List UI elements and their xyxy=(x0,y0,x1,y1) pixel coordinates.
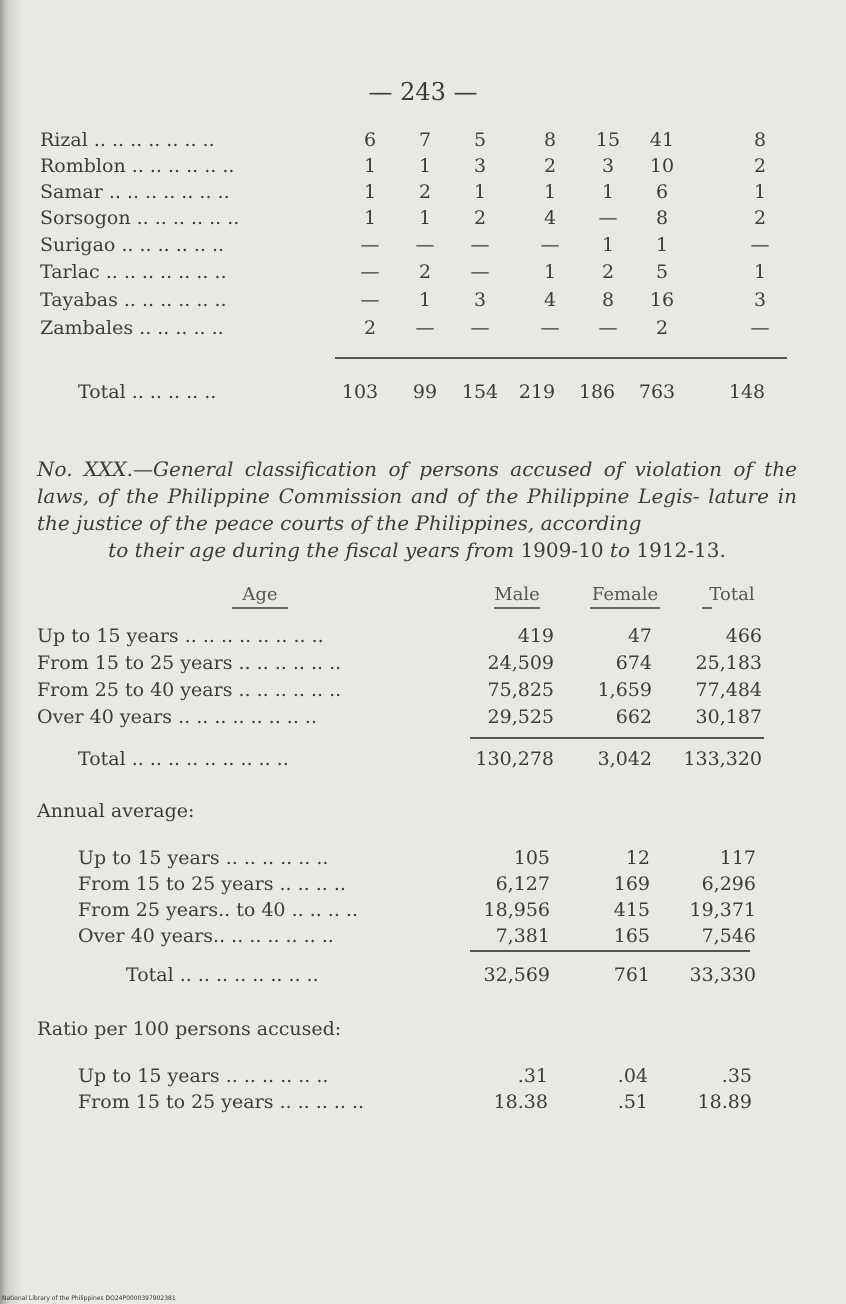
cell-total: 30,187 xyxy=(695,706,762,728)
cell: — xyxy=(750,317,770,339)
table-row xyxy=(0,180,846,204)
cell: 2 xyxy=(753,207,767,229)
cell: 1 xyxy=(418,289,432,311)
cell: 2 xyxy=(363,317,377,339)
cell: 1 xyxy=(418,207,432,229)
cell-female: .04 xyxy=(617,1065,648,1087)
cell-female: 47 xyxy=(627,625,652,647)
cell: 3 xyxy=(473,289,487,311)
cell: 3 xyxy=(753,289,767,311)
cell: 1 xyxy=(363,155,377,177)
table-row xyxy=(0,233,846,257)
table-total-row xyxy=(0,380,846,404)
cell: 2 xyxy=(543,155,557,177)
cell: 1 xyxy=(363,181,377,203)
table-row xyxy=(0,128,846,152)
table-row xyxy=(0,872,846,896)
cell: 103 xyxy=(341,381,379,403)
table-row xyxy=(0,624,846,648)
table-row xyxy=(0,898,846,922)
row-label: From 25 years.. to 40 .. .. .. .. xyxy=(78,899,359,921)
cell: 154 xyxy=(461,381,499,403)
cell-total: 25,183 xyxy=(695,652,762,674)
column-header-age: Age xyxy=(228,584,292,609)
cell: 8 xyxy=(655,207,669,229)
cell: 1 xyxy=(753,181,767,203)
cell-male: 6,127 xyxy=(495,873,550,895)
page-number: — 243 — xyxy=(368,78,478,106)
table-row xyxy=(0,924,846,948)
cell: 6 xyxy=(363,129,377,151)
section-heading: Annual average: xyxy=(37,800,195,822)
cell-female: 169 xyxy=(613,873,650,895)
cell: — xyxy=(540,317,560,339)
cell: 1 xyxy=(473,181,487,203)
table-rule xyxy=(335,357,787,359)
cell: — xyxy=(598,207,618,229)
column-header-total: Total xyxy=(694,584,770,609)
row-label: Over 40 years .. .. .. .. .. .. .. .. xyxy=(37,706,317,728)
row-label: Tarlac .. .. .. .. .. .. .. xyxy=(40,261,227,283)
cell-female: 415 xyxy=(613,899,650,921)
cell: 6 xyxy=(655,181,669,203)
row-label: From 15 to 25 years .. .. .. .. .. .. xyxy=(37,652,342,674)
section-heading: Ratio per 100 persons accused: xyxy=(37,1018,342,1040)
row-label: From 15 to 25 years .. .. .. .. xyxy=(78,873,346,895)
cell-female: 165 xyxy=(613,925,650,947)
cell: 2 xyxy=(601,261,615,283)
title-line: to their age during the fiscal years from 1909-10 to 1912-13. xyxy=(108,538,726,562)
cell-total: 19,371 xyxy=(689,899,756,921)
cell-total: 117 xyxy=(719,847,756,869)
row-label: Samar .. .. .. .. .. .. .. xyxy=(40,181,230,203)
cell: 763 xyxy=(638,381,676,403)
row-label: Zambales .. .. .. .. .. xyxy=(40,317,224,339)
cell-total: 77,484 xyxy=(695,679,762,701)
row-label: Romblon .. .. .. .. .. .. xyxy=(40,155,235,177)
cell-male: 130,278 xyxy=(475,748,554,770)
cell: 7 xyxy=(418,129,432,151)
cell: 8 xyxy=(753,129,767,151)
row-label: Surigao .. .. .. .. .. .. xyxy=(40,234,225,256)
cell-female: 674 xyxy=(615,652,652,674)
title-line: lature in the justice of the peace courts of the Philippines, according xyxy=(37,484,797,535)
cell-male: 105 xyxy=(513,847,550,869)
table-total-row xyxy=(0,747,846,771)
cell: 219 xyxy=(518,381,556,403)
table-row xyxy=(0,316,846,340)
cell-total: 6,296 xyxy=(701,873,756,895)
cell-female: 3,042 xyxy=(597,748,652,770)
row-label: Rizal .. .. .. .. .. .. .. xyxy=(40,129,215,151)
title-line: No. XXX.—General classification of persons accused of violation of xyxy=(37,457,753,481)
cell: — xyxy=(470,261,490,283)
cell-total: 7,546 xyxy=(701,925,756,947)
cell: 3 xyxy=(473,155,487,177)
cell: 148 xyxy=(728,381,766,403)
row-label: From 25 to 40 years .. .. .. .. .. .. xyxy=(37,679,342,701)
cell: — xyxy=(470,317,490,339)
cell: 1 xyxy=(543,261,557,283)
cell: — xyxy=(415,317,435,339)
cell: 1 xyxy=(601,234,615,256)
cell: 10 xyxy=(649,155,675,177)
row-label: Total .. .. .. .. .. xyxy=(78,381,217,403)
cell: — xyxy=(470,234,490,256)
row-label: Over 40 years.. .. .. .. .. .. .. xyxy=(78,925,334,947)
column-header-female: Female xyxy=(582,584,668,609)
cell-female: .51 xyxy=(617,1091,648,1113)
cell: 8 xyxy=(601,289,615,311)
cell: 1 xyxy=(601,181,615,203)
cell-male: 7,381 xyxy=(495,925,550,947)
cell: 4 xyxy=(543,207,557,229)
cell-female: 761 xyxy=(613,964,650,986)
cell-male: 32,569 xyxy=(483,964,550,986)
row-label: From 15 to 25 years .. .. .. .. .. xyxy=(78,1091,365,1113)
cell: 3 xyxy=(601,155,615,177)
cell: 8 xyxy=(543,129,557,151)
table-row xyxy=(0,154,846,178)
cell: 15 xyxy=(595,129,621,151)
title-line: the laws, of the Philippine Commission and of the Philippine Legis- xyxy=(37,457,798,508)
cell-male: 18.38 xyxy=(493,1091,548,1113)
cell: 2 xyxy=(753,155,767,177)
cell: 16 xyxy=(649,289,675,311)
cell: 1 xyxy=(655,234,669,256)
cell: 2 xyxy=(418,261,432,283)
row-label: Total .. .. .. .. .. .. .. .. xyxy=(126,964,319,986)
cell-male: 29,525 xyxy=(487,706,554,728)
cell: — xyxy=(360,289,380,311)
row-label: Tayabas .. .. .. .. .. .. xyxy=(40,289,227,311)
cell-total: 18.89 xyxy=(697,1091,752,1113)
table-row xyxy=(0,846,846,870)
cell: 2 xyxy=(655,317,669,339)
cell-male: .31 xyxy=(517,1065,548,1087)
table-row xyxy=(0,678,846,702)
cell-male: 24,509 xyxy=(487,652,554,674)
table-row xyxy=(0,651,846,675)
cell: 2 xyxy=(418,181,432,203)
cell-total: 33,330 xyxy=(689,964,756,986)
cell: 5 xyxy=(473,129,487,151)
table-rule xyxy=(470,737,764,739)
table-row xyxy=(0,288,846,312)
cell: — xyxy=(415,234,435,256)
table-row xyxy=(0,705,846,729)
cell: — xyxy=(540,234,560,256)
archive-footer: National Library of the Philippines DO24P0000397902381 xyxy=(2,1295,176,1302)
cell: 41 xyxy=(649,129,675,151)
cell: — xyxy=(598,317,618,339)
cell-total: .35 xyxy=(721,1065,752,1087)
table-rule xyxy=(470,950,750,952)
row-label: Sorsogon .. .. .. .. .. .. xyxy=(40,207,240,229)
cell: 5 xyxy=(655,261,669,283)
cell: — xyxy=(750,234,770,256)
cell: 1 xyxy=(363,207,377,229)
cell: 1 xyxy=(543,181,557,203)
cell: — xyxy=(360,234,380,256)
cell-female: 12 xyxy=(625,847,650,869)
cell: 99 xyxy=(412,381,438,403)
cell-male: 419 xyxy=(517,625,554,647)
cell-male: 18,956 xyxy=(483,899,550,921)
cell: 1 xyxy=(418,155,432,177)
cell-total: 466 xyxy=(725,625,762,647)
cell: 1 xyxy=(753,261,767,283)
cell: 186 xyxy=(578,381,616,403)
cell-female: 1,659 xyxy=(597,679,652,701)
cell: — xyxy=(360,261,380,283)
row-label: Up to 15 years .. .. .. .. .. .. .. .. xyxy=(37,625,324,647)
table-row xyxy=(0,206,846,230)
row-label: Up to 15 years .. .. .. .. .. .. xyxy=(78,1065,329,1087)
cell: 2 xyxy=(473,207,487,229)
table-total-row xyxy=(0,963,846,987)
row-label: Total .. .. .. .. .. .. .. .. .. xyxy=(78,748,289,770)
cell-male: 75,825 xyxy=(487,679,554,701)
column-header-male: Male xyxy=(484,584,550,609)
cell: 4 xyxy=(543,289,557,311)
table-row xyxy=(0,260,846,284)
row-label: Up to 15 years .. .. .. .. .. .. xyxy=(78,847,329,869)
table-row xyxy=(0,1090,846,1114)
table-row xyxy=(0,1064,846,1088)
table-title xyxy=(37,456,797,564)
cell-total: 133,320 xyxy=(683,748,762,770)
cell-female: 662 xyxy=(615,706,652,728)
